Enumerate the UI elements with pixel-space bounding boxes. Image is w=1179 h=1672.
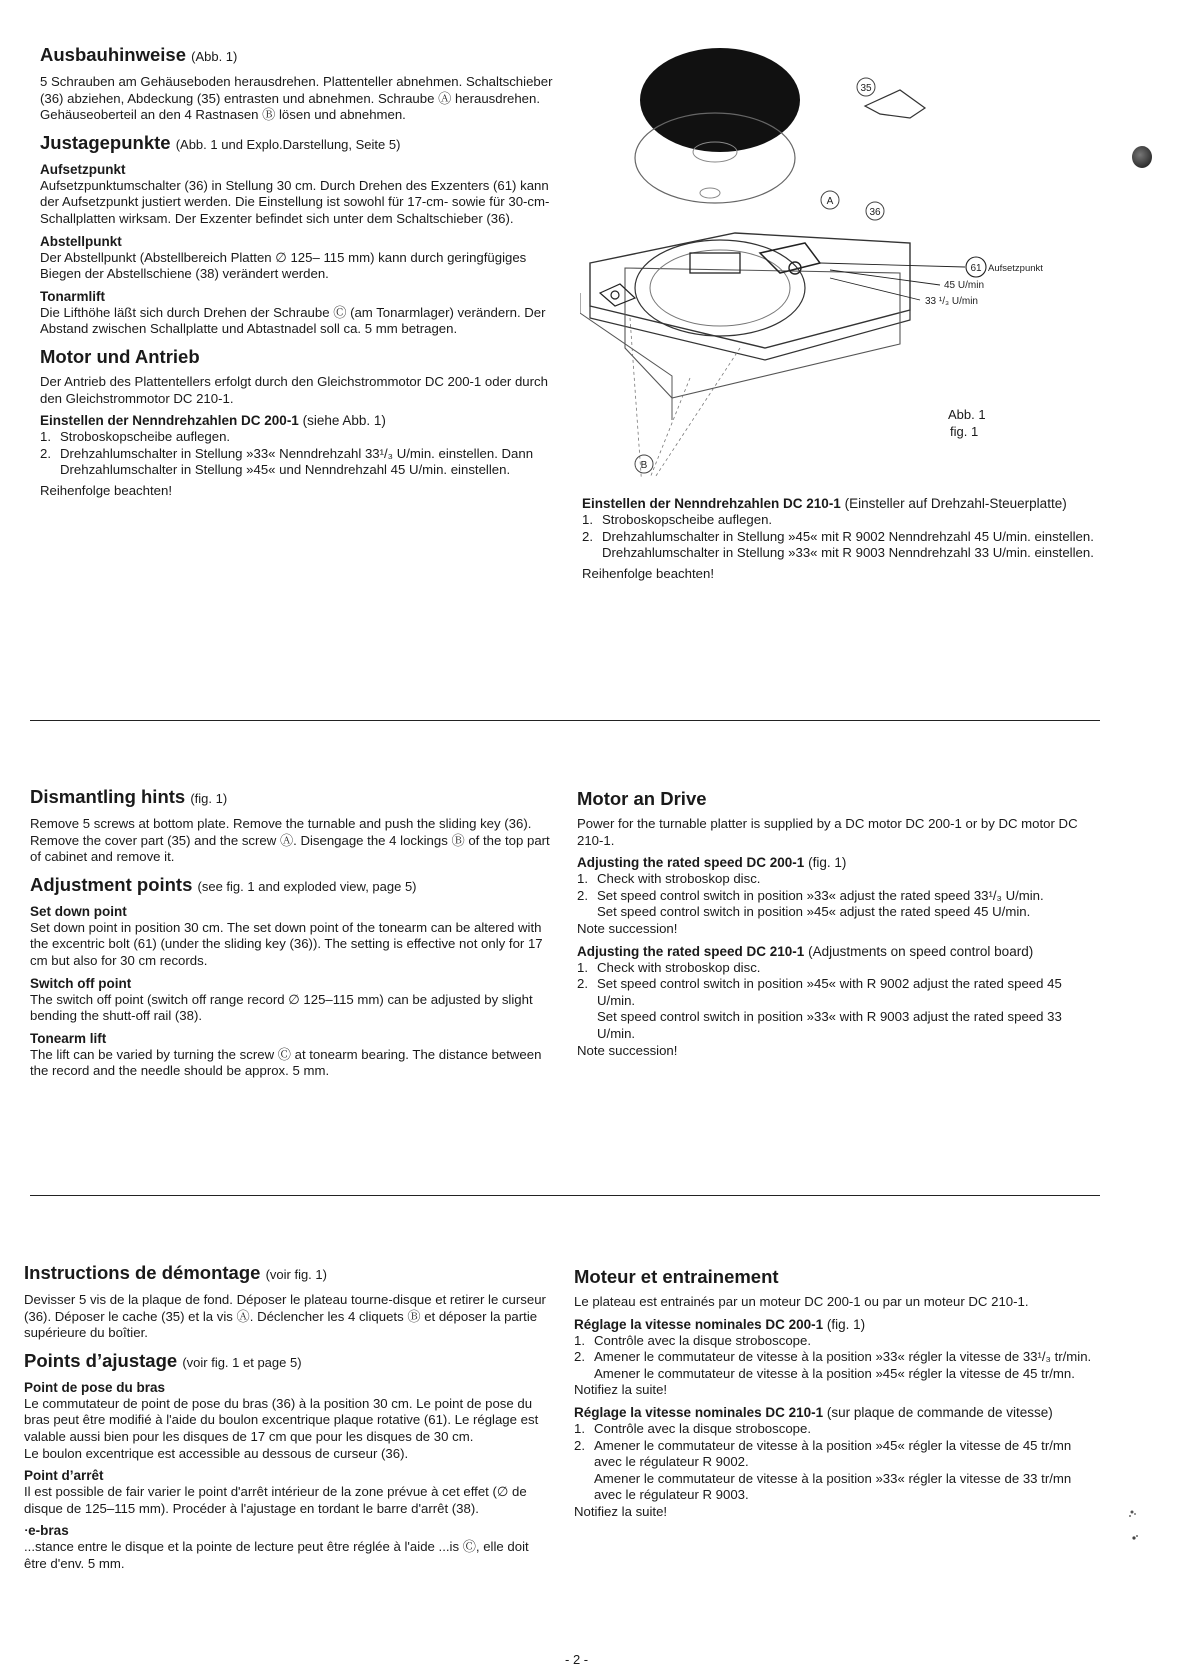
label-45-umin: 45 U/min bbox=[944, 280, 985, 291]
dc210-step2b-fr: Amener le commutateur de vitesse à la position »33« régler la vitesse de 33 tr/mn avec le régulateur R 9003. bbox=[594, 1470, 1072, 1503]
label-aufsetzpunkt: Aufsetzpunkt bbox=[988, 263, 1043, 274]
subtitle-dc210-en: Adjusting the rated speed DC 210-1 (Adjustments on speed control board) bbox=[577, 943, 1034, 959]
section-title-ajustage: Points d’ajustage (voir fig. 1 et page 5) bbox=[24, 1349, 302, 1371]
divider-1 bbox=[30, 720, 1100, 721]
abstellpunkt-text: Der Abstellpunkt (Abstellbereich Platten ∅ 125– 115 mm) kann durch geringfügiges Biegen der Abstellschiene (38) verändert werden. bbox=[40, 249, 527, 282]
list-item: 1. Contrôle avec la disque stroboscope. bbox=[574, 1420, 811, 1436]
dc200-steps-de bbox=[40, 429, 560, 479]
motor-drive-text: Power for the turnable platter is supplied by a DC motor DC 200-1 or by DC motor DC 210-1. bbox=[577, 816, 1078, 848]
section-title-motor-antrieb: Motor und Antrieb bbox=[40, 345, 200, 367]
subtitle-dc200-fr: Réglage la vitesse nominales DC 200-1 (fig. 1) bbox=[574, 1316, 866, 1332]
subtitle-abstellpunkt: Abstellpunkt bbox=[40, 233, 122, 249]
list-item: 1. Stroboskopscheibe auflegen. bbox=[582, 512, 773, 527]
label-35: 35 bbox=[860, 83, 872, 94]
label-61: 61 bbox=[970, 263, 982, 274]
list-item: 2. Set speed control switch in position »45« with R 9002 adjust the rated speed 45 U/min. bbox=[577, 976, 1062, 1008]
chassis-base bbox=[625, 268, 900, 398]
list-item: 2. Amener le commutateur de vitesse à la position »45« régler la vitesse de 45 tr/mn avec le régulateur R 9002. bbox=[574, 1437, 1072, 1470]
list-item: 2. Drehzahlumschalter in Stellung »45« mit R 9002 Nenndrehzahl 45 U/min. einstellen. bbox=[582, 528, 1094, 544]
scan-blot bbox=[1132, 146, 1152, 168]
list-item: 2. Drehzahlumschalter in Stellung »33« Nenndrehzahl 33¹/₃ U/min. einstellen. Dann Drehzahlumschalter in Stellung »45« und Nenndrehzahl 45 U/min. einstellen. bbox=[40, 445, 534, 478]
dismantling-text: Remove 5 screws at bottom plate. Remove the turnable and push the sliding key (36). Remove the cover part (35) and the screw Ⓐ. Disengage the 4 lockings Ⓑ of the top part of cabinet and remove it. bbox=[30, 816, 550, 865]
dc210-steps-en bbox=[577, 960, 1099, 1010]
list-item: 1. Contrôle avec la disque stroboscope. bbox=[574, 1332, 811, 1348]
motor-antrieb-text: Der Antrieb des Plattentellers erfolgt durch den Gleichstrommotor DC 200-1 oder durch den Gleichstrommotor DC 210-1. bbox=[40, 373, 548, 406]
german-left-column bbox=[40, 44, 560, 500]
turntable-exploded-figure bbox=[580, 48, 1120, 478]
moteur-text: Le plateau est entrainés par un moteur DC 200-1 ou par un moteur DC 210-1. bbox=[574, 1294, 1029, 1309]
english-right-column bbox=[577, 788, 1099, 1059]
label-33-umin: 33 ¹/₃ U/min bbox=[925, 296, 978, 307]
section-title-motor-drive: Motor an Drive bbox=[577, 788, 707, 809]
subtitle-point-pose: Point de pose du bras bbox=[24, 1379, 166, 1395]
aufsetzpunkt-text: Aufsetzpunktumschalter (36) in Stellung 30 cm. Durch Drehen des Exzenters (61) kann der Aufsetzpunkt justiert werden. Die Einstellung ist sowohl für 17-cm- sowie für 30-cm-Schallplatten wirksam. Der Exzenter befindet sich unter dem Schaltschieber (36). bbox=[40, 177, 550, 226]
french-right-column bbox=[574, 1266, 1100, 1521]
list-item: 2. Amener le commutateur de vitesse à la position »33« régler la vitesse de 33¹/₃ tr/min. bbox=[574, 1349, 1092, 1365]
tonarmlift-text: Die Lifthöhe läßt sich durch Drehen der Schraube Ⓒ (am Tonarmlager) verändern. Der Abstand zwischen Schallplatte und Abtastnadel soll ca. 5 mm betragen. bbox=[40, 304, 546, 337]
dc200-step2b-en: Set speed control switch in position »45« adjust the rated speed 45 U/min. bbox=[597, 904, 1031, 920]
leve-bras-text: ...stance entre le disque et la pointe de lecture peut être réglée à l'aide ...is Ⓒ, elle doit être d'env. 5 mm. bbox=[24, 1539, 529, 1571]
section-title-moteur: Moteur et entrainement bbox=[574, 1266, 779, 1287]
figure-caption bbox=[948, 406, 986, 440]
switch-off-text: The switch off point (switch off range record ∅ 125–115 mm) can be adjusted by slight bending the shutt-off rail (38). bbox=[30, 991, 533, 1024]
caption-fig: fig. 1 bbox=[950, 424, 979, 439]
platter-disc bbox=[640, 48, 800, 152]
ausbauhinweise-text: 5 Schrauben am Gehäuseboden herausdrehen. Plattenteller abnehmen. Schaltschieber (36) abziehen, Abdeckung (35) entrasten und abnehmen. Schraube Ⓐ herausdrehen. Gehäuseoberteil an den 4 Rastnasen Ⓑ lösen und abnehmen. bbox=[40, 74, 553, 123]
german-right-column bbox=[582, 496, 1104, 582]
subtitle-dc200-en: Adjusting the rated speed DC 200-1 (fig. 1) bbox=[577, 855, 847, 871]
point-pose-text-2: Le boulon excentrique est accessible au dessous de curseur (36). bbox=[24, 1445, 409, 1461]
section-title-ausbauhinweise: Ausbauhinweise (Abb. 1) bbox=[40, 44, 238, 65]
subtitle-dc200-de: Einstellen der Nenndrehzahlen DC 200-1 (siehe Abb. 1) bbox=[40, 413, 386, 429]
dc200-note-fr: Notifiez la suite! bbox=[574, 1382, 668, 1398]
dc200-step2b-fr: Amener le commutateur de vitesse à la position »45« régler la vitesse de 45 tr/mn. bbox=[594, 1365, 1075, 1381]
label-36: 36 bbox=[869, 207, 881, 218]
list-item: 2. Set speed control switch in position »33« adjust the rated speed 33¹/₃ U/min. bbox=[577, 887, 1044, 903]
subtitle-tonarmlift: Tonarmlift bbox=[40, 288, 105, 304]
dc210-step2b-de: Drehzahlumschalter in Stellung »33« mit R 9003 Nenndrehzahl 33 U/min. einstellen. bbox=[602, 545, 1094, 561]
demontage-text: Devisser 5 vis de la plaque de fond. Déposer le plateau tourne-disque et retirer le curseur (36). Déposer le cache (35) et la vis Ⓐ. Déclencher les 4 cliquets Ⓑ et déposer la partie supérieure du boîtier. bbox=[24, 1292, 546, 1341]
dc200-note-de: Reihenfolge beachten! bbox=[40, 482, 172, 498]
dc210-note-fr: Notifiez la suite! bbox=[574, 1503, 668, 1519]
section-title-adjustment: Adjustment points (see fig. 1 and exploded view, page 5) bbox=[30, 873, 417, 895]
list-item: 1. Check with stroboskop disc. bbox=[577, 959, 761, 975]
page-number: - 2 - bbox=[565, 1652, 589, 1667]
section-title-dismantling: Dismantling hints (fig. 1) bbox=[30, 786, 228, 807]
section-title-justagepunkte: Justagepunkte (Abb. 1 und Explo.Darstellung, Seite 5) bbox=[40, 131, 401, 153]
label-b: B bbox=[640, 460, 648, 471]
french-left-column bbox=[24, 1262, 550, 1573]
cover-part-35 bbox=[865, 90, 925, 118]
list-item: 1. Check with stroboskop disc. bbox=[577, 871, 761, 887]
dc200-steps-fr bbox=[574, 1333, 1100, 1366]
list-item: 1. Stroboskopscheibe auflegen. bbox=[40, 429, 231, 445]
caption-abb: Abb. 1 bbox=[948, 407, 986, 422]
section-title-demontage: Instructions de démontage (voir fig. 1) bbox=[24, 1262, 327, 1283]
subtitle-switch-off: Switch off point bbox=[30, 975, 132, 991]
english-left-column bbox=[30, 786, 552, 1080]
subtitle-tonearm-lift: Tonearm lift bbox=[30, 1030, 107, 1046]
subtitle-dc210-fr: Réglage la vitesse nominales DC 210-1 (sur plaque de commande de vitesse) bbox=[574, 1404, 1053, 1420]
subtitle-set-down: Set down point bbox=[30, 903, 127, 919]
subtitle-aufsetzpunkt: Aufsetzpunkt bbox=[40, 161, 126, 177]
dc210-note-de: Reihenfolge beachten! bbox=[582, 565, 714, 581]
dc210-steps-fr bbox=[574, 1421, 1100, 1471]
chassis-top bbox=[590, 233, 910, 348]
point-arret-text: Il est possible de fair varier le point d'arrêt intérieur de la zone prévue à cet effet (∅ de disque de 125–115 mm). Procéder à l'ajustage en tordant le barre d'arrêt (38). bbox=[24, 1484, 527, 1516]
dc210-step2b-en: Set speed control switch in position »33« with R 9003 adjust the rated speed 33 U/min. bbox=[597, 1009, 1062, 1041]
dc200-note-en: Note succession! bbox=[577, 920, 678, 936]
set-down-text: Set down point in position 30 cm. The set down point of the tonearm can be altered with the excentric bolt (61) (under the sliding key (36)). The setting is effective not only for 17 cm but also for 30 cm records. bbox=[30, 919, 543, 968]
subtitle-dc210-de: Einstellen der Nenndrehzahlen DC 210-1 (Einsteller auf Drehzahl-Steuerplatte) bbox=[582, 496, 1067, 511]
tonearm-lift-text: The lift can be varied by turning the screw Ⓒ at tonearm bearing. The distance between the record and the needle should be approx. 5 mm. bbox=[30, 1046, 542, 1079]
subtitle-leve-bras: ᐧe-bras bbox=[24, 1523, 69, 1539]
dc200-steps-en bbox=[577, 871, 1099, 904]
dc210-note-en: Note succession! bbox=[577, 1042, 678, 1058]
label-a: A bbox=[826, 196, 834, 207]
point-pose-text: Le commutateur de point de pose du bras (36) à la position 30 cm. Le point de pose du bras peut être modifié à l'aide du boulon excentrique plaque rotative (61). Le réglage est valable aussi bien pour les disques de 17 cm que pour les disques de 30 cm. bbox=[24, 1395, 539, 1444]
subtitle-point-arret: Point d’arrêt bbox=[24, 1468, 104, 1484]
scan-specks bbox=[1126, 1508, 1140, 1542]
divider-2 bbox=[30, 1195, 1100, 1196]
dc210-steps-de bbox=[582, 512, 1104, 545]
